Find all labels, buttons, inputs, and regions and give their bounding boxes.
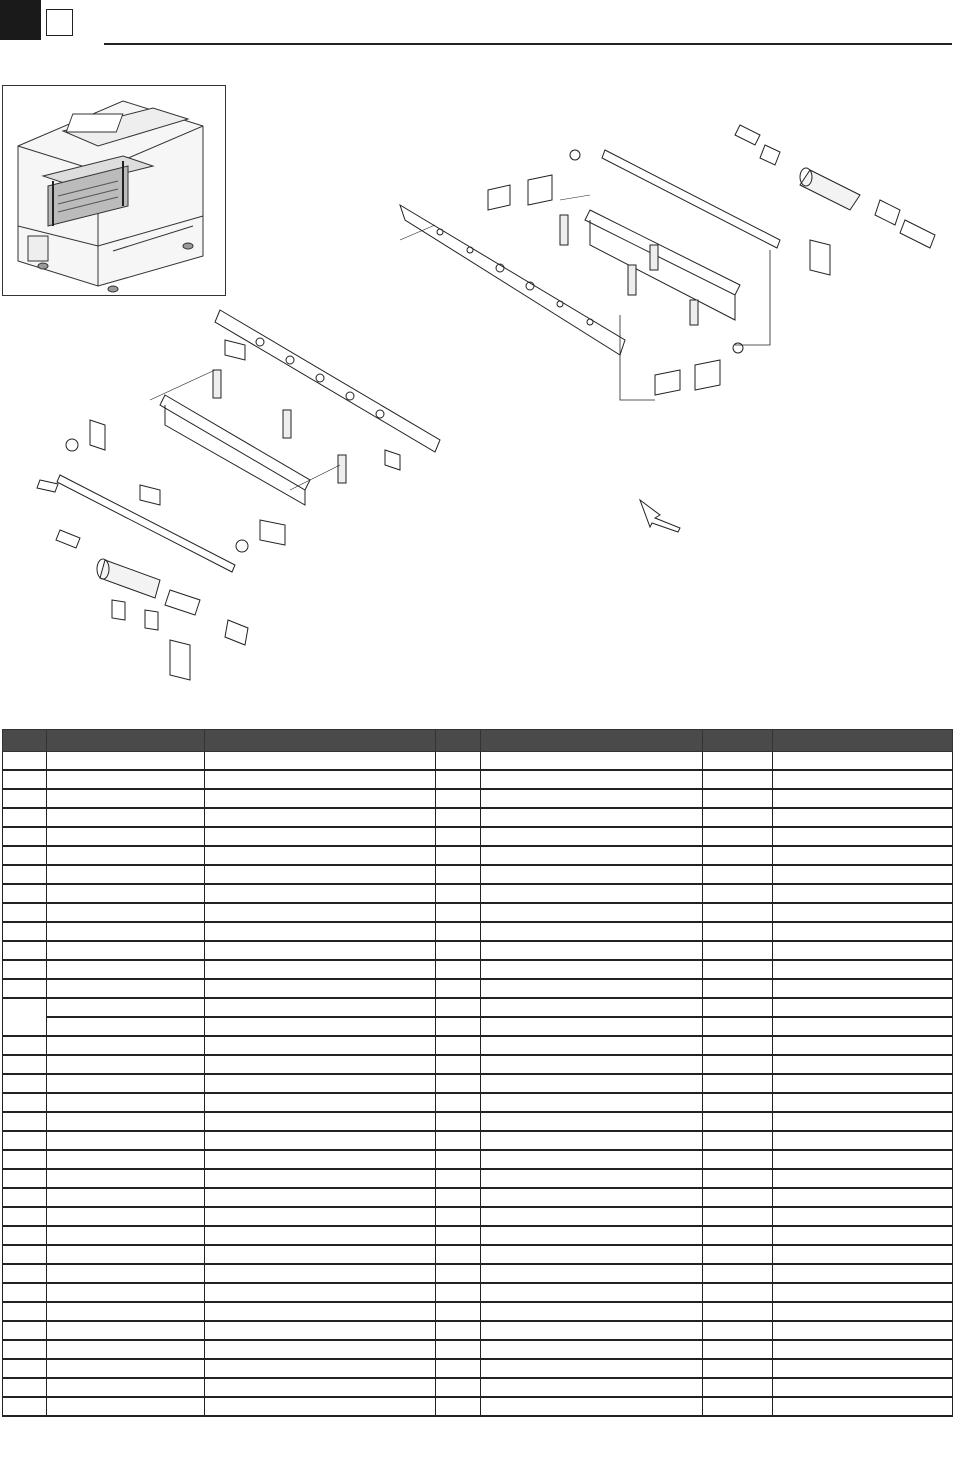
table-cell [3,770,47,789]
table-cell [436,1302,481,1321]
table-cell [436,922,481,941]
table-cell [773,1283,953,1302]
table-row [3,1188,953,1207]
table-cell [205,1302,436,1321]
table-cell [47,1302,205,1321]
table-cell [703,827,773,846]
table-row [3,1245,953,1264]
table-row [3,1397,953,1416]
table-cell [773,865,953,884]
table-cell [47,1017,205,1036]
table-cell [773,1302,953,1321]
table-cell [205,1055,436,1074]
table-cell [773,1397,953,1416]
table-cell [205,1017,436,1036]
table-cell [47,884,205,903]
section-title-rule [104,43,952,45]
table-cell [703,1188,773,1207]
table-cell [773,1245,953,1264]
table-cell [3,1359,47,1378]
table-cell [481,979,703,998]
table-cell [703,1359,773,1378]
table-cell [436,808,481,827]
table-cell [3,1150,47,1169]
table-cell [703,1283,773,1302]
table-cell [436,960,481,979]
table-cell [703,1112,773,1131]
table-cell [703,1340,773,1359]
table-cell [205,960,436,979]
table-cell [3,1397,47,1416]
table-cell [205,1112,436,1131]
table-cell [773,1321,953,1340]
table-row [3,1150,953,1169]
table-cell [773,1378,953,1397]
table-cell [773,1188,953,1207]
table-cell [47,1283,205,1302]
table-cell [436,998,481,1017]
column-header [205,730,436,752]
table-cell [481,1169,703,1188]
table-cell [3,1074,47,1093]
table-cell [436,1055,481,1074]
table-cell [481,1340,703,1359]
table-row [3,941,953,960]
table-cell [436,752,481,771]
table-cell [481,1131,703,1150]
table-cell [703,884,773,903]
table-cell [3,1264,47,1283]
table-cell [3,903,47,922]
table-cell [436,1207,481,1226]
table-cell [47,1397,205,1416]
table-cell [481,846,703,865]
table-row [3,1074,953,1093]
table-row [3,752,953,771]
table-cell [773,1112,953,1131]
table-cell [436,827,481,846]
table-cell [3,1226,47,1245]
table-cell [205,941,436,960]
table-cell [3,960,47,979]
table-cell [3,884,47,903]
table-cell [481,1112,703,1131]
table-cell [481,770,703,789]
table-cell [481,1264,703,1283]
table-cell [703,1264,773,1283]
table-row [3,1207,953,1226]
table-cell [47,1245,205,1264]
table-cell [205,865,436,884]
column-header [481,730,703,752]
table-cell [703,1093,773,1112]
table-cell [47,1036,205,1055]
table-cell [703,1245,773,1264]
table-cell [205,1226,436,1245]
table-cell [436,884,481,903]
table-cell [436,1283,481,1302]
table-cell [47,1264,205,1283]
table-cell [436,1131,481,1150]
table-cell [47,752,205,771]
table-cell [773,1359,953,1378]
table-cell [205,770,436,789]
table-row [3,827,953,846]
table-cell [47,1226,205,1245]
table-cell [47,941,205,960]
table-cell [481,922,703,941]
table-cell [436,1226,481,1245]
table-cell [3,1302,47,1321]
table-cell [47,1340,205,1359]
table-cell [481,1245,703,1264]
table-cell [436,846,481,865]
table-cell [47,1321,205,1340]
table-cell [205,1340,436,1359]
table-cell [205,752,436,771]
table-cell [481,1036,703,1055]
table-cell [205,922,436,941]
table-cell [3,1245,47,1264]
table-cell [436,1112,481,1131]
table-cell [773,789,953,808]
table-cell [205,827,436,846]
table-cell [436,1036,481,1055]
table-cell [3,1321,47,1340]
table-cell [773,827,953,846]
table-cell [773,1150,953,1169]
table-cell [3,1169,47,1188]
table-cell [703,1131,773,1150]
table-cell [773,770,953,789]
table-cell [436,1074,481,1093]
table-cell [703,960,773,979]
table-cell [436,1397,481,1416]
table-cell [703,1321,773,1340]
table-row [3,922,953,941]
table-cell [436,1169,481,1188]
table-cell [773,1036,953,1055]
table-cell [703,770,773,789]
table-cell [773,979,953,998]
table-row [3,1055,953,1074]
table-cell [47,998,205,1017]
table-cell [703,1302,773,1321]
table-cell [436,903,481,922]
table-row [3,903,953,922]
table-cell [703,1397,773,1416]
table-row [3,1131,953,1150]
table-row [3,979,953,998]
table-cell [436,1017,481,1036]
table-cell [481,808,703,827]
table-row [3,1112,953,1131]
table-cell [205,1036,436,1055]
view-direction-arrow-icon [640,500,680,532]
table-cell [3,922,47,941]
table-cell [47,770,205,789]
table-cell [47,960,205,979]
table-cell [205,808,436,827]
table-cell [47,1131,205,1150]
table-cell [773,998,953,1017]
table-cell [481,789,703,808]
table-cell [3,1112,47,1131]
table-cell [3,846,47,865]
table-row [3,1036,953,1055]
table-header-row [3,730,953,752]
table-cell [205,1283,436,1302]
table-cell [773,1169,953,1188]
table-cell [47,1188,205,1207]
table-cell [703,1226,773,1245]
table-cell [205,1074,436,1093]
table-cell [3,752,47,771]
table-cell [703,1017,773,1036]
table-cell [47,1150,205,1169]
table-row [3,1264,953,1283]
table-cell [47,903,205,922]
table-row [3,1321,953,1340]
table-cell [703,1055,773,1074]
table-cell [3,1340,47,1359]
table-cell [773,941,953,960]
table-cell [703,1074,773,1093]
table-cell [703,941,773,960]
column-header [436,730,481,752]
table-cell [205,789,436,808]
table-cell [205,1264,436,1283]
table-cell [481,1207,703,1226]
table-cell [481,752,703,771]
table-cell [205,1188,436,1207]
table-row [3,884,953,903]
table-cell [205,1131,436,1150]
table-cell [3,1207,47,1226]
table-cell [436,941,481,960]
table-cell [47,808,205,827]
table-row [3,1302,953,1321]
table-cell [47,979,205,998]
table-cell [703,903,773,922]
table-cell [773,1055,953,1074]
table-cell [773,752,953,771]
table-cell [481,960,703,979]
table-cell [773,1340,953,1359]
table-cell [773,1226,953,1245]
table-cell [3,1378,47,1397]
table-row [3,1283,953,1302]
column-header [3,730,47,752]
table-cell [3,1131,47,1150]
table-cell [773,846,953,865]
table-cell [3,979,47,998]
table-row [3,770,953,789]
table-cell [3,941,47,960]
column-header [773,730,953,752]
table-cell [205,1093,436,1112]
table-cell [703,752,773,771]
table-cell [3,789,47,808]
table-cell [3,827,47,846]
table-cell [205,884,436,903]
table-cell [481,1321,703,1340]
table-cell [47,1055,205,1074]
parts-list-table [2,729,953,1417]
table-cell [773,960,953,979]
table-cell [205,903,436,922]
table-cell [47,789,205,808]
upper-assembly [400,125,935,400]
table-row [3,998,953,1017]
table-cell [205,1245,436,1264]
table-cell [481,1055,703,1074]
table-cell [436,979,481,998]
table-row [3,789,953,808]
table-cell [436,1321,481,1340]
exploded-parts-diagram [0,80,954,720]
table-cell [481,827,703,846]
table-cell [205,998,436,1017]
table-cell [773,922,953,941]
table-cell [47,1169,205,1188]
table-cell [436,1378,481,1397]
table-cell [436,1359,481,1378]
table-row [3,1340,953,1359]
table-cell [703,808,773,827]
table-cell [773,903,953,922]
lower-assembly [37,310,440,680]
table-cell [205,1150,436,1169]
table-cell [703,922,773,941]
section-number-box [46,9,73,36]
table-cell [703,1150,773,1169]
table-cell [703,789,773,808]
table-cell [47,1378,205,1397]
table-cell [3,998,47,1036]
table-cell [481,998,703,1017]
table-cell [47,1112,205,1131]
table-cell [436,770,481,789]
table-cell [481,1226,703,1245]
table-cell [436,1245,481,1264]
table-cell [703,998,773,1017]
table-row [3,1169,953,1188]
table-row [3,846,953,865]
table-cell [481,1188,703,1207]
table-cell [47,1207,205,1226]
table-cell [703,865,773,884]
table-cell [47,1074,205,1093]
table-cell [436,1188,481,1207]
table-cell [773,808,953,827]
table-cell [703,1207,773,1226]
table-cell [436,1340,481,1359]
table-cell [481,884,703,903]
table-row [3,1093,953,1112]
table-cell [205,1378,436,1397]
table-cell [3,1093,47,1112]
table-cell [481,941,703,960]
table-cell [773,1207,953,1226]
table-cell [436,1093,481,1112]
table-cell [205,1207,436,1226]
table-cell [481,1150,703,1169]
table-row [3,960,953,979]
table-cell [47,1359,205,1378]
table-cell [481,1359,703,1378]
table-cell [703,846,773,865]
table-cell [3,1188,47,1207]
table-cell [773,1017,953,1036]
table-cell [481,1093,703,1112]
table-cell [481,1378,703,1397]
section-tab-marker [0,0,41,40]
table-cell [481,903,703,922]
table-row [3,1359,953,1378]
table-cell [205,1169,436,1188]
table-cell [436,1264,481,1283]
table-row [3,1017,953,1036]
table-cell [481,1283,703,1302]
table-cell [481,1302,703,1321]
table-cell [47,1093,205,1112]
table-cell [205,1321,436,1340]
table-cell [703,1169,773,1188]
table-cell [3,865,47,884]
table-cell [703,1378,773,1397]
table-cell [205,846,436,865]
table-cell [436,789,481,808]
table-cell [436,1150,481,1169]
table-cell [47,846,205,865]
table-row [3,808,953,827]
table-cell [481,1397,703,1416]
table-cell [47,922,205,941]
table-cell [47,827,205,846]
column-header [703,730,773,752]
table-cell [773,1093,953,1112]
table-cell [773,1074,953,1093]
table-cell [205,1397,436,1416]
table-cell [703,979,773,998]
table-cell [773,1264,953,1283]
table-cell [703,1036,773,1055]
table-cell [205,1359,436,1378]
table-cell [3,1055,47,1074]
table-cell [3,1036,47,1055]
table-cell [3,808,47,827]
column-header [47,730,205,752]
table-cell [481,1017,703,1036]
table-cell [3,1283,47,1302]
table-cell [481,1074,703,1093]
table-cell [773,1131,953,1150]
table-cell [436,865,481,884]
table-cell [481,865,703,884]
table-row [3,865,953,884]
table-cell [205,979,436,998]
parts-list-body [3,752,953,1417]
table-row [3,1378,953,1397]
table-cell [773,884,953,903]
table-row [3,1226,953,1245]
table-cell [47,865,205,884]
